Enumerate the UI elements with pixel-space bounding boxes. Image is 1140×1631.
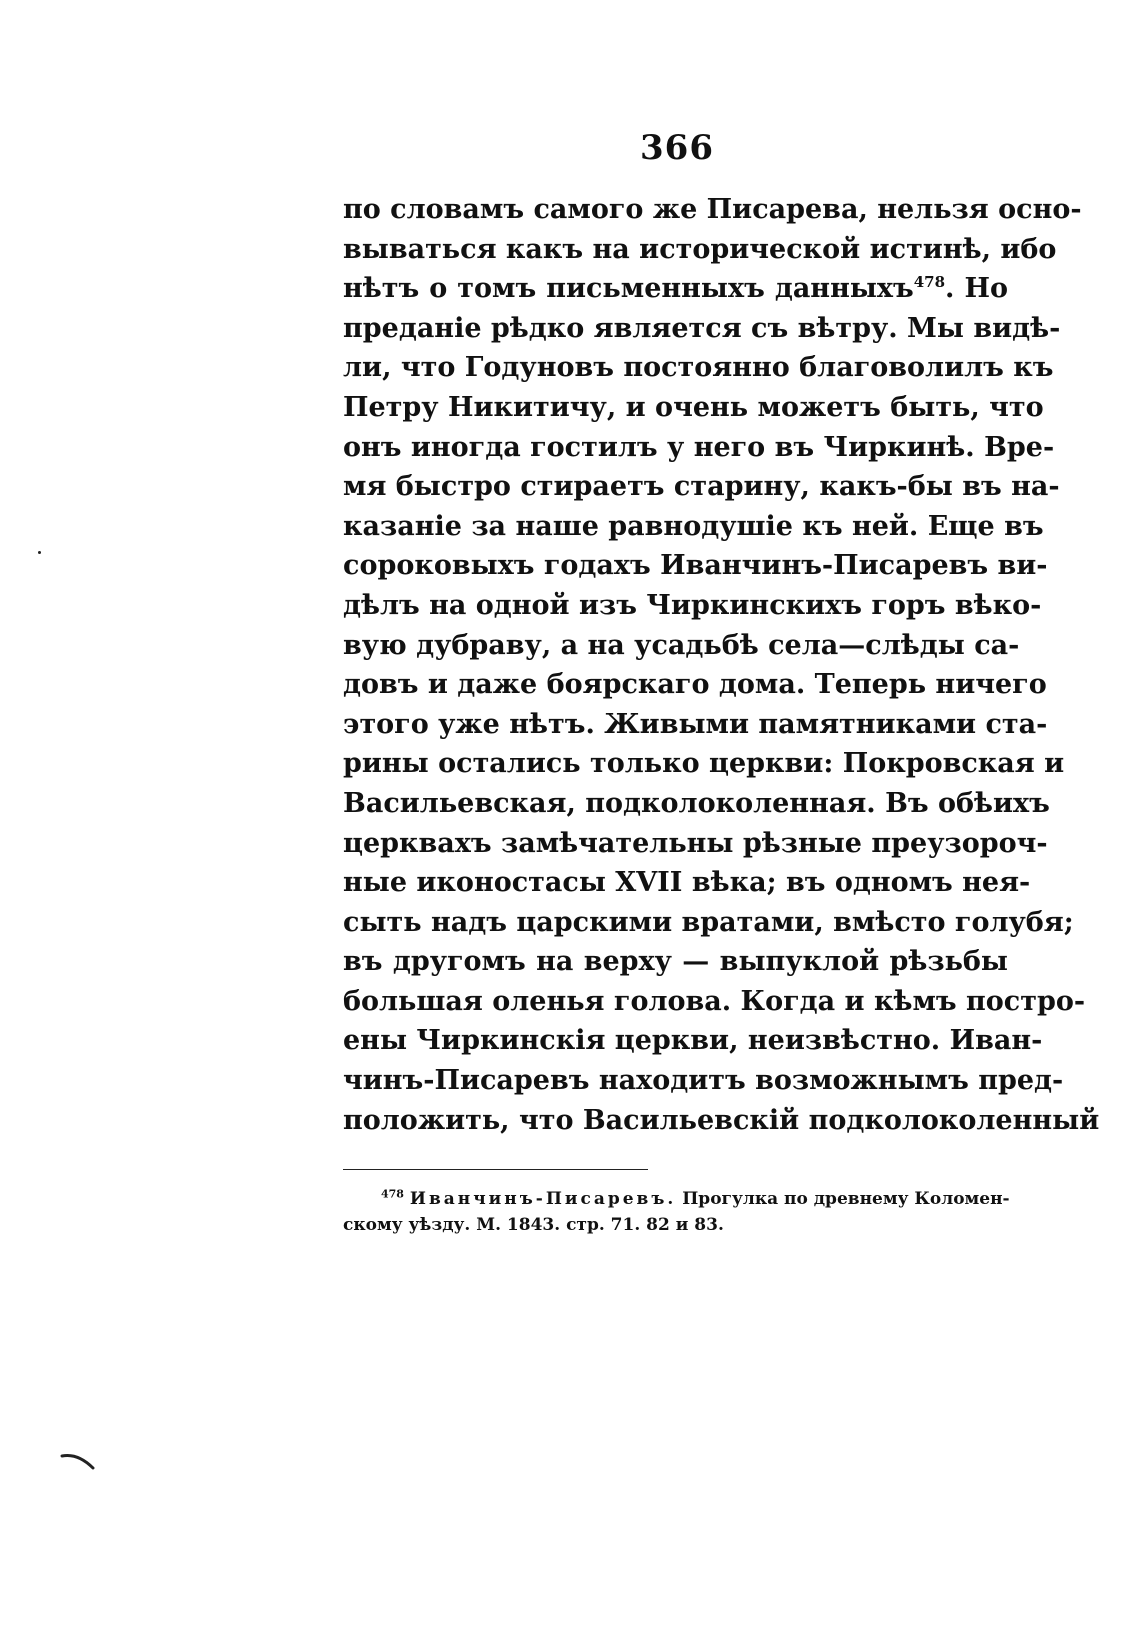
body-text: [343, 190, 1100, 1140]
text-line: положить, что Васильевскій подколоколенный: [343, 1104, 1100, 1136]
text-line: довъ и даже боярскаго дома. Теперь ничего: [343, 669, 1047, 701]
footnote-line: скому уѣзду. М. 1843. стр. 71. 82 и 83.: [343, 1215, 724, 1235]
text-line-content: нѣтъ о томъ письменныхъ данныхъ: [343, 273, 914, 305]
footnote: [343, 1186, 1008, 1238]
text-line: ли, что Годуновъ постоянно благоволилъ къ: [343, 352, 1054, 384]
footnote-title: Прогулка по древнему Коломен-: [682, 1189, 1010, 1209]
text-line-tail: . Но: [945, 273, 1008, 305]
footnote-author: Иванчинъ-Писаревъ.: [409, 1189, 677, 1209]
text-line: этого уже нѣтъ. Живыми памятниками ста-: [343, 708, 1048, 740]
text-line: онъ иногда гостилъ у него въ Чиркинѣ. Вре-: [343, 431, 1055, 463]
text-line-with-footnote: [343, 269, 1008, 309]
text-line: Петру Никитичу, и очень можетъ быть, что: [343, 391, 1044, 423]
text-line: вую дубраву, а на усадьбѣ села—слѣды са-: [343, 629, 1020, 661]
text-line: церквахъ замѣчательны рѣзные преузороч-: [343, 827, 1048, 859]
text-line: мя быстро стираетъ старину, какъ-бы въ на-: [343, 471, 1060, 503]
page-number: 366: [640, 128, 714, 168]
text-line: дѣлъ на одной изъ Чиркинскихъ горъ вѣко-: [343, 589, 1042, 621]
footnote-divider: [343, 1169, 648, 1170]
text-line: большая оленья голова. Когда и кѣмъ постро-: [343, 985, 1086, 1017]
text-line: въ другомъ на верху — выпуклой рѣзьбы: [343, 946, 1008, 978]
stray-dot-mark: [38, 551, 41, 554]
text-line: чинъ-Писаревъ находитъ возможнымъ пред-: [343, 1065, 1064, 1097]
text-line: сороковыхъ годахъ Иванчинъ-Писаревъ ви-: [343, 550, 1048, 582]
stray-pen-mark: [60, 1453, 96, 1471]
text-line: сыть надъ царскими вратами, вмѣсто голубя;: [343, 906, 1074, 938]
text-line: рины остались только церкви: Покровская и: [343, 748, 1065, 780]
footnote-marker[interactable]: 478: [913, 273, 946, 292]
footnote-number: 478: [381, 1187, 404, 1201]
text-line: казаніе за наше равнодушіе къ ней. Еще въ: [343, 510, 1044, 542]
text-line: по словамъ самого же Писарева, нельзя осно-: [343, 194, 1082, 225]
text-line: вываться какъ на исторической истинѣ, ибо: [343, 233, 1057, 265]
text-line: ные иконостасы XVII вѣка; въ одномъ нея-: [343, 867, 1031, 899]
footnote-line: [343, 1186, 1008, 1212]
text-line: ены Чиркинскія церкви, неизвѣстно. Иван-: [343, 1025, 1043, 1057]
text-line: Васильевская, подколоколенная. Въ обѣихъ: [343, 787, 1050, 819]
text-line: преданіе рѣдко является съ вѣтру. Мы видѣ-: [343, 312, 1061, 344]
